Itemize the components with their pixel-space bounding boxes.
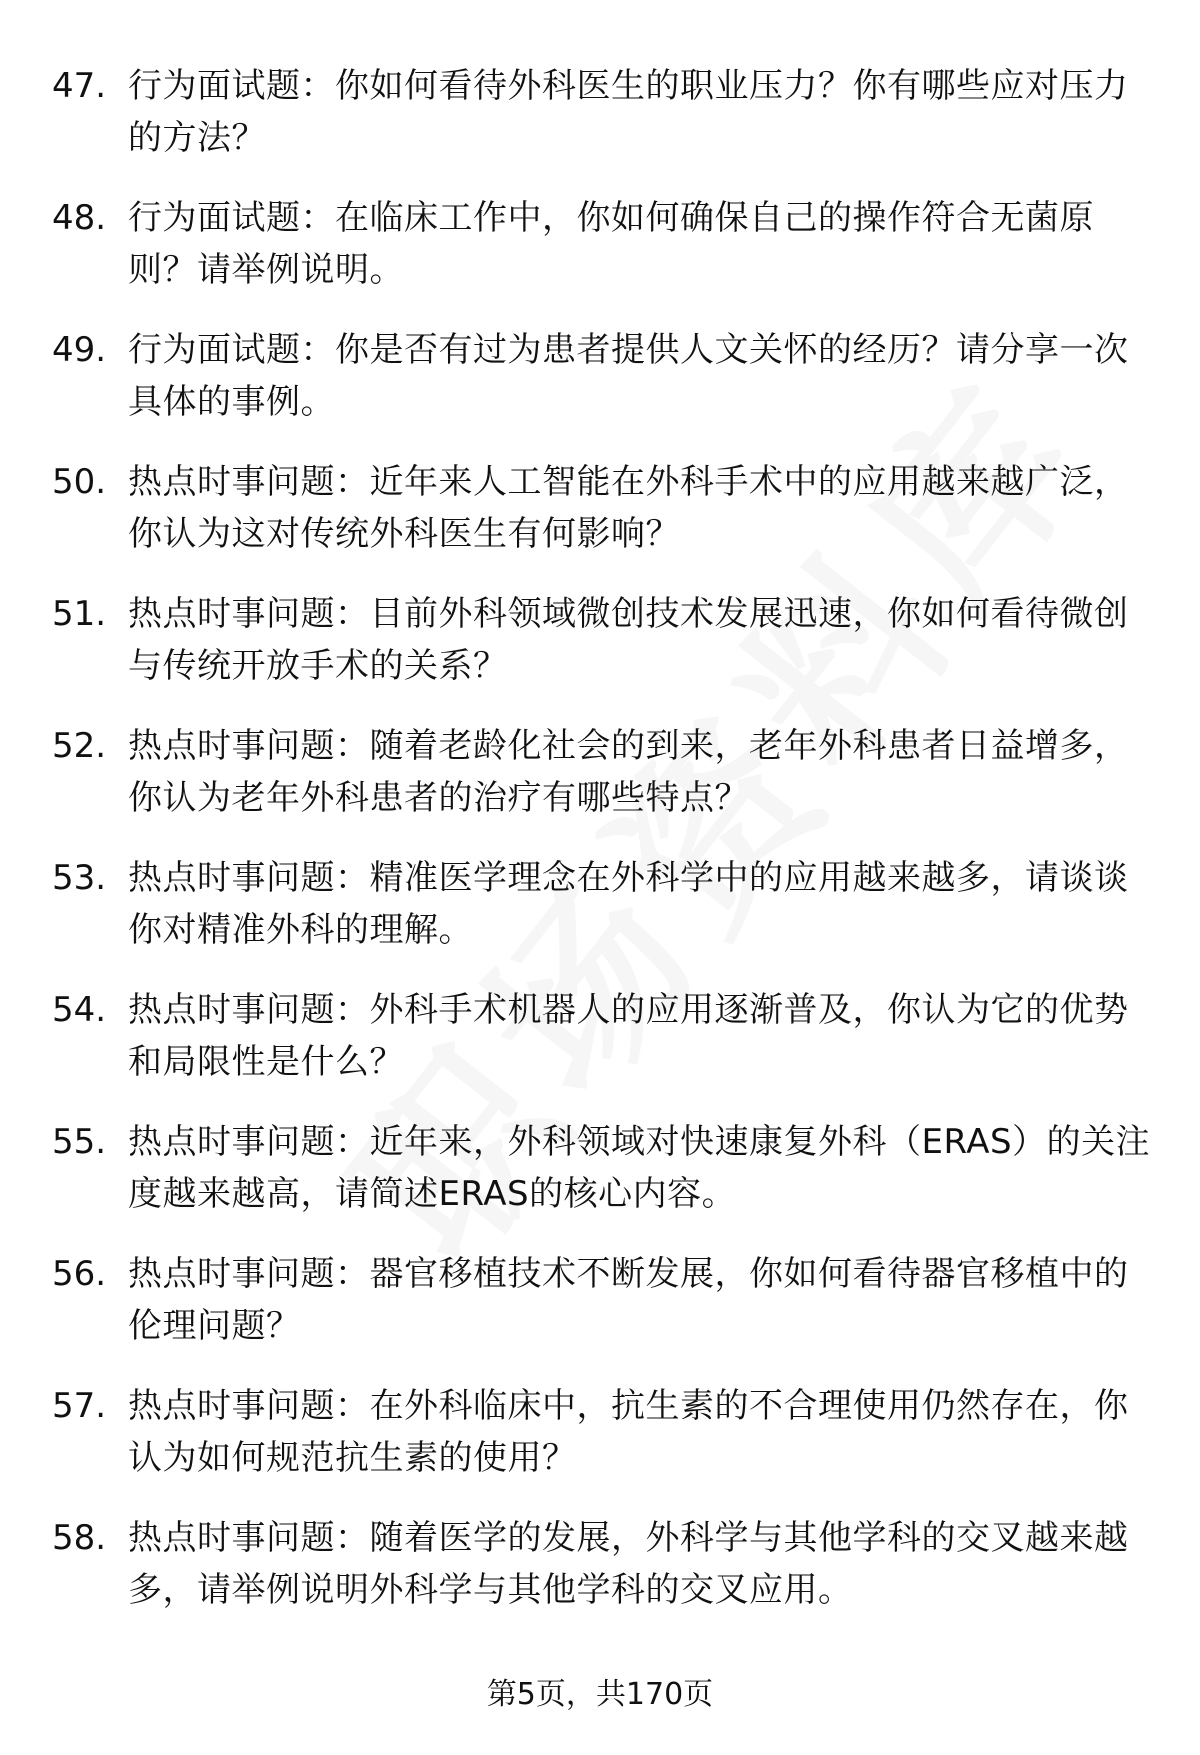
question-text: 行为面试题：在临床工作中，你如何确保自己的操作符合无菌原则？请举例说明。 — [128, 198, 1094, 290]
question-number: 55. — [52, 1122, 107, 1162]
question-item — [52, 1380, 1157, 1512]
question-number: 50. — [52, 462, 107, 502]
question-number: 52. — [52, 726, 107, 766]
question-number: 47. — [52, 66, 107, 106]
question-number: 58. — [52, 1518, 107, 1558]
question-item — [52, 984, 1157, 1116]
question-item — [52, 1248, 1157, 1380]
question-text: 热点时事问题：器官移植技术不断发展，你如何看待器官移植中的伦理问题？ — [128, 1254, 1129, 1346]
question-text: 热点时事问题：外科手术机器人的应用逐渐普及，你认为它的优势和局限性是什么？ — [128, 990, 1129, 1082]
question-number: 53. — [52, 858, 107, 898]
question-number: 48. — [52, 198, 107, 238]
question-number: 54. — [52, 990, 107, 1030]
question-item — [52, 456, 1157, 588]
question-text: 热点时事问题：目前外科领域微创技术发展迅速，你如何看待微创与传统开放手术的关系？ — [128, 594, 1129, 686]
question-item — [52, 852, 1157, 984]
question-text: 热点时事问题：精准医学理念在外科学中的应用越来越多，请谈谈你对精准外科的理解。 — [128, 858, 1129, 950]
question-text: 热点时事问题：近年来人工智能在外科手术中的应用越来越广泛，你认为这对传统外科医生有何影响？ — [128, 462, 1129, 554]
question-item — [52, 720, 1157, 852]
question-list — [52, 60, 1157, 1644]
question-text: 热点时事问题：近年来，外科领域对快速康复外科（ERAS）的关注度越来越高，请简述ERAS的核心内容。 — [128, 1122, 1151, 1214]
question-number: 49. — [52, 330, 107, 370]
question-text: 热点时事问题：在外科临床中，抗生素的不合理使用仍然存在，你认为如何规范抗生素的使用？ — [128, 1386, 1129, 1478]
question-text: 行为面试题：你如何看待外科医生的职业压力？你有哪些应对压力的方法？ — [128, 66, 1129, 158]
question-number: 51. — [52, 594, 107, 634]
question-text: 热点时事问题：随着医学的发展，外科学与其他学科的交叉越来越多，请举例说明外科学与其他学科的交叉应用。 — [128, 1518, 1129, 1610]
question-number: 56. — [52, 1254, 107, 1294]
question-item — [52, 60, 1157, 192]
question-number: 57. — [52, 1386, 107, 1426]
question-item — [52, 588, 1157, 720]
question-text: 行为面试题：你是否有过为患者提供人文关怀的经历？请分享一次具体的事例。 — [128, 330, 1129, 422]
question-item — [52, 192, 1157, 324]
page-footer: 第5页，共170页 — [486, 1677, 714, 1712]
question-item — [52, 324, 1157, 456]
question-item — [52, 1512, 1157, 1644]
question-text: 热点时事问题：随着老龄化社会的到来，老年外科患者日益增多，你认为老年外科患者的治疗有哪些特点？ — [128, 726, 1129, 818]
question-item — [52, 1116, 1157, 1248]
